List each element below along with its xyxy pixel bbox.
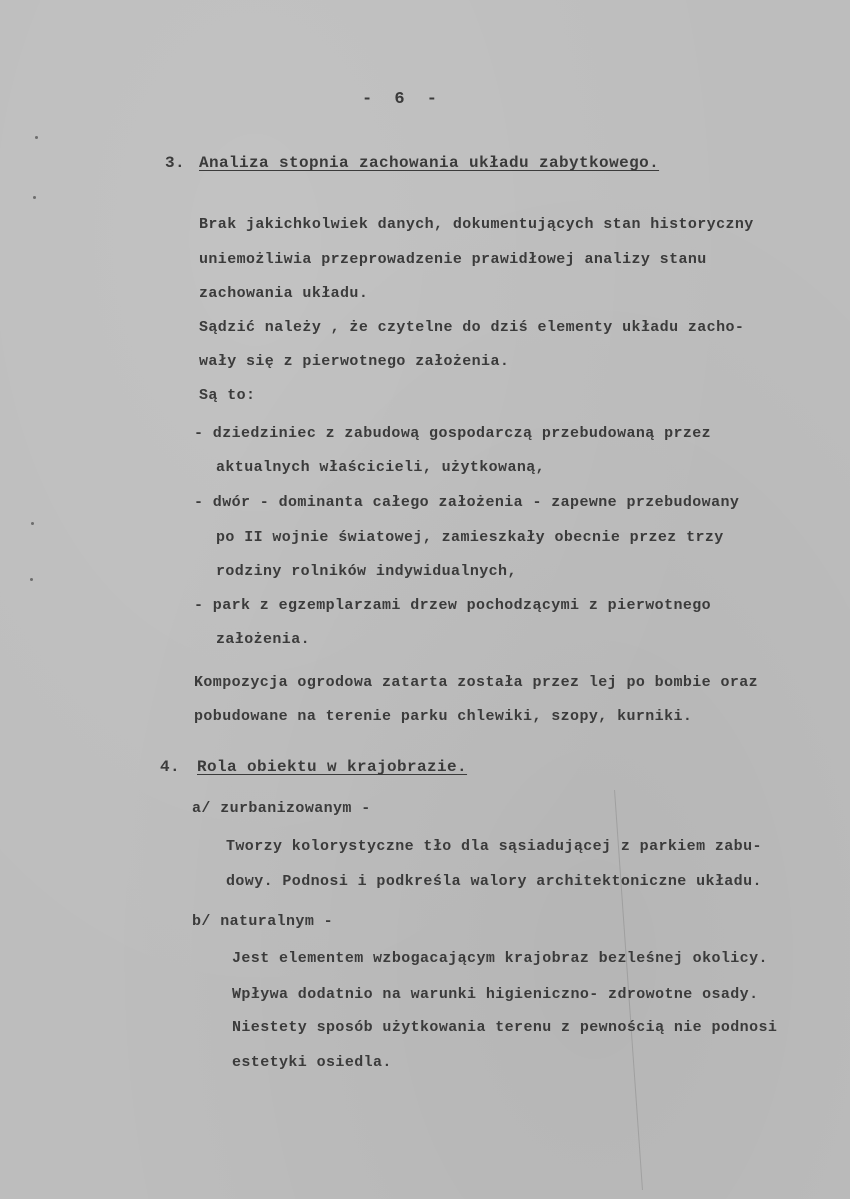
- body-line: zachowania układu.: [199, 285, 369, 302]
- section-title: Analiza stopnia zachowania układu zabytkowego.: [199, 154, 660, 172]
- subsection-label: b/ naturalnym -: [192, 913, 334, 930]
- body-line: Kompozycja ogrodowa zatarta została przez lej po bombie oraz: [194, 674, 759, 691]
- page-number: - 6 -: [362, 90, 444, 109]
- list-item: - dwór - dominanta całego założenia - zapewne przebudowany: [194, 494, 740, 511]
- list-item-continuation: założenia.: [216, 631, 311, 648]
- section-title: Rola obiektu w krajobrazie.: [197, 758, 468, 776]
- body-line: Wpływa dodatnio na warunki higieniczno- zdrowotne osady.: [232, 986, 759, 1003]
- punch-hole-mark: [35, 136, 38, 139]
- list-item: - park z egzemplarzami drzew pochodzącymi z pierwotnego: [194, 597, 712, 614]
- subsection-label: a/ zurbanizowanym -: [192, 800, 371, 817]
- body-line: Jest elementem wzbogacającym krajobraz bezleśnej okolicy.: [232, 950, 768, 967]
- body-line: Są to:: [199, 387, 256, 404]
- punch-hole-mark: [31, 522, 34, 525]
- section-number: 3.: [165, 154, 186, 172]
- body-line: wały się z pierwotnego założenia.: [199, 353, 510, 370]
- section-number: 4.: [160, 758, 181, 776]
- punch-hole-mark: [33, 196, 36, 199]
- body-line: Tworzy kolorystyczne tło dla sąsiadującej z parkiem zabu-: [226, 838, 762, 855]
- body-line: estetyki osiedla.: [232, 1054, 392, 1071]
- body-line: dowy. Podnosi i podkreśla walory architektoniczne układu.: [226, 873, 762, 890]
- list-item-continuation: aktualnych właścicieli, użytkowaną,: [216, 459, 546, 476]
- list-item-continuation: rodziny rolników indywidualnych,: [216, 563, 517, 580]
- body-line: Sądzić należy , że czytelne do dziś elementy układu zacho-: [199, 319, 745, 336]
- list-item-continuation: po II wojnie światowej, zamieszkały obecnie przez trzy: [216, 529, 724, 546]
- body-line: uniemożliwia przeprowadzenie prawidłowej analizy stanu: [199, 251, 707, 268]
- body-line: Brak jakichkolwiek danych, dokumentujących stan historyczny: [199, 216, 754, 233]
- body-line: Niestety sposób użytkowania terenu z pewnością nie podnosi: [232, 1019, 778, 1036]
- body-line: pobudowane na terenie parku chlewiki, szopy, kurniki.: [194, 708, 693, 725]
- list-item: - dziedziniec z zabudową gospodarczą przebudowaną przez: [194, 425, 712, 442]
- punch-hole-mark: [30, 578, 33, 581]
